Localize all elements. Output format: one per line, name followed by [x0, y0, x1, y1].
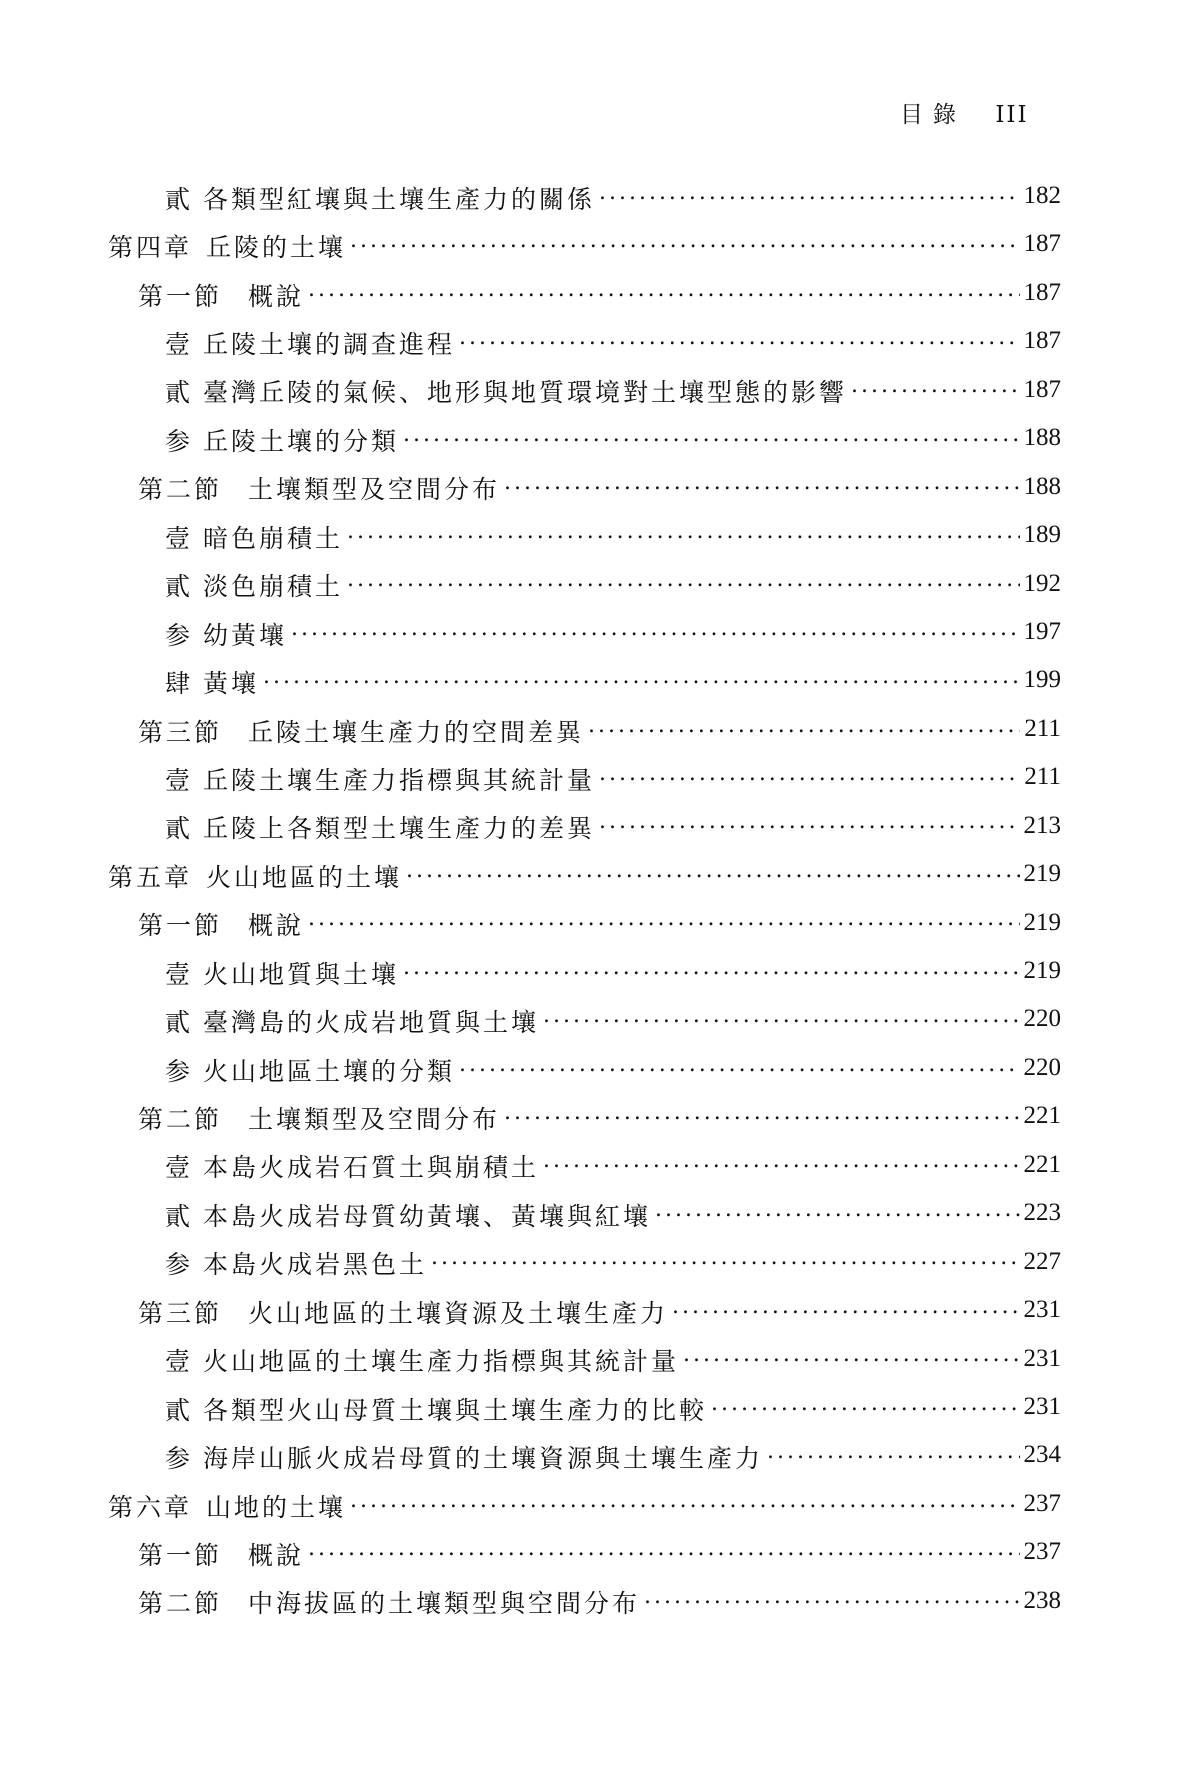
dot-leader — [403, 420, 1055, 450]
toc-entry-item — [0, 1141, 1199, 1189]
dot-leader — [711, 1389, 1055, 1419]
toc-entry-title: 火山地區的土壤 — [206, 862, 403, 892]
toc-entry-item — [0, 172, 1199, 220]
toc-entry-item — [0, 414, 1199, 462]
toc-entry-label: 第二節 — [138, 1589, 223, 1619]
toc-entry-chapter — [0, 220, 1199, 268]
dot-leader — [655, 1195, 1055, 1225]
toc-entry-title: 丘陵土壤的分類 — [203, 426, 400, 456]
toc-entry-title: 中海拔區的土壤類型與空間分布 — [248, 1589, 641, 1619]
toc-entry-page-number: 220 — [1020, 1053, 1062, 1083]
toc-entry-page-number: 237 — [1020, 1489, 1062, 1519]
toc-entry-label: 壹 — [165, 765, 194, 795]
dot-leader — [308, 275, 1055, 305]
toc-entry-page-number: 189 — [1020, 520, 1062, 550]
toc-entry-title: 淡色崩積土 — [203, 572, 344, 602]
toc-entry-label: 壹 — [165, 1347, 194, 1377]
toc-entry-title: 暗色崩積土 — [203, 523, 344, 553]
toc-entry-page-number: 182 — [1020, 181, 1062, 211]
toc-entry-page-number: 227 — [1020, 1247, 1062, 1277]
toc-entry-page-number: 211 — [1020, 762, 1061, 792]
toc-entry-item — [0, 753, 1199, 801]
toc-entry-label: 第一節 — [138, 281, 223, 311]
toc-entry-title: 丘陵土壤生產力指標與其統計量 — [203, 765, 596, 795]
toc-entry-page-number: 220 — [1020, 1004, 1062, 1034]
toc-entry-title: 本島火成岩母質幼黃壤、黃壤與紅壤 — [203, 1201, 652, 1231]
toc-entry-title: 臺灣丘陵的氣候、地形與地質環境對土壤型態的影響 — [203, 378, 848, 408]
toc-entry-page-number: 188 — [1020, 423, 1062, 453]
toc-entry-label: 貳 — [165, 572, 194, 602]
toc-entry-page-number: 188 — [1020, 472, 1062, 502]
toc-entry-label: 第六章 — [108, 1492, 193, 1522]
toc-entry-label: 第一節 — [138, 911, 223, 941]
toc-entry-chapter — [0, 1480, 1199, 1528]
toc-entry-page-number: 219 — [1020, 908, 1062, 938]
toc-entry-page-number: 211 — [1020, 714, 1061, 744]
dot-leader — [263, 662, 1055, 692]
toc-entry-item — [0, 511, 1199, 559]
toc-entry-section — [0, 705, 1199, 753]
running-header — [900, 96, 1029, 129]
toc-entry-item — [0, 1044, 1199, 1092]
toc-entry-title: 各類型火山母質土壤與土壤生產力的比較 — [203, 1395, 708, 1425]
toc-entry-label: 貳 — [165, 1395, 194, 1425]
toc-entry-title: 火山地區的土壤生產力指標與其統計量 — [203, 1347, 680, 1377]
toc-entry-leader — [0, 759, 1199, 796]
toc-entry-label: 第三節 — [138, 717, 223, 747]
toc-entry-item — [0, 947, 1199, 995]
toc-entry-title: 本島火成岩黑色土 — [203, 1250, 428, 1280]
toc-entry-title: 丘陵上各類型土壤生產力的差異 — [203, 814, 596, 844]
toc-entry-title: 概說 — [248, 1540, 305, 1570]
toc-entry-label: 第二節 — [138, 475, 223, 505]
toc-entry-title: 土壤類型及空間分布 — [248, 1105, 501, 1135]
dot-leader — [406, 856, 1055, 886]
toc-entry-title: 火山地區的土壤資源及土壤生產力 — [248, 1298, 669, 1328]
toc-entry-label: 参 — [165, 1250, 194, 1280]
running-header-title: 目錄 — [900, 102, 966, 128]
dot-leader — [504, 1098, 1055, 1128]
dot-leader — [291, 614, 1055, 644]
dot-leader — [308, 904, 1055, 934]
toc-entry-title: 丘陵土壤生產力的空間差異 — [248, 717, 585, 747]
toc-entry-item — [0, 1431, 1199, 1479]
toc-entry-label: 第一節 — [138, 1540, 223, 1570]
toc-entry-label: 貳 — [165, 814, 194, 844]
dot-leader — [644, 1582, 1055, 1612]
toc-entry-title: 火山地質與土壤 — [203, 959, 400, 989]
toc-entry-item — [0, 317, 1199, 365]
toc-entry-item — [0, 1238, 1199, 1286]
toc-entry-label: 参 — [165, 1444, 194, 1474]
toc-entry-page-number: 221 — [1020, 1101, 1062, 1131]
toc-entry-page-number: 234 — [1020, 1440, 1062, 1470]
toc-entry-page-number: 187 — [1020, 375, 1062, 405]
toc-entry-title: 黃壤 — [203, 669, 260, 699]
toc-entry-chapter — [0, 850, 1199, 898]
toc-entry-label: 貳 — [165, 1201, 194, 1231]
toc-entry-title: 火山地區土壤的分類 — [203, 1056, 456, 1086]
toc-entry-page-number: 221 — [1020, 1150, 1062, 1180]
table-of-contents — [0, 172, 1199, 1625]
dot-leader — [459, 323, 1055, 353]
toc-entry-title: 臺灣島的火成岩地質與土壤 — [203, 1008, 540, 1038]
toc-entry-label: 貳 — [165, 1008, 194, 1038]
toc-entry-page-number: 231 — [1020, 1344, 1062, 1374]
dot-leader — [431, 1243, 1055, 1273]
toc-entry-label: 壹 — [165, 1153, 194, 1183]
dot-leader — [350, 1486, 1055, 1516]
dot-leader — [308, 1534, 1055, 1564]
toc-entry-title: 概說 — [248, 911, 305, 941]
toc-entry-label: 第四章 — [108, 233, 193, 263]
toc-entry-section — [0, 899, 1199, 947]
dot-leader — [403, 953, 1055, 983]
toc-entry-label: 第五章 — [108, 862, 193, 892]
toc-entry-page-number: 187 — [1020, 229, 1062, 259]
toc-entry-item — [0, 995, 1199, 1043]
dot-leader — [683, 1340, 1055, 1370]
dot-leader — [504, 468, 1055, 498]
toc-entry-item — [0, 366, 1199, 414]
dot-leader — [599, 807, 1055, 837]
toc-entry-section — [0, 1286, 1199, 1334]
toc-entry-title: 山地的土壤 — [206, 1492, 347, 1522]
dot-leader — [767, 1437, 1055, 1467]
toc-entry-label: 肆 — [165, 669, 194, 699]
toc-entry-page-number: 219 — [1020, 956, 1062, 986]
toc-entry-section — [0, 269, 1199, 317]
toc-entry-label: 参 — [165, 1056, 194, 1086]
toc-entry-item — [0, 608, 1199, 656]
toc-entry-label: 参 — [165, 426, 194, 456]
dot-leader — [599, 178, 1055, 208]
toc-entry-page-number: 238 — [1020, 1586, 1062, 1616]
dot-leader — [350, 226, 1055, 256]
toc-entry-label: 第三節 — [138, 1298, 223, 1328]
toc-entry-title: 本島火成岩石質土與崩積土 — [203, 1153, 540, 1183]
toc-entry-label: 貳 — [165, 184, 194, 214]
toc-entry-page-number: 197 — [1020, 617, 1062, 647]
toc-entry-leader — [0, 711, 1199, 748]
dot-leader — [672, 1292, 1055, 1322]
toc-entry-title: 概說 — [248, 281, 305, 311]
dot-leader — [347, 565, 1055, 595]
dot-leader — [543, 1146, 1055, 1176]
toc-entry-page-number: 192 — [1020, 569, 1062, 599]
toc-entry-item — [0, 1189, 1199, 1237]
running-header-page-number: III — [995, 102, 1029, 128]
toc-entry-section — [0, 1577, 1199, 1625]
toc-entry-title: 各類型紅壤與土壤生產力的關係 — [203, 184, 596, 214]
toc-entry-label: 壹 — [165, 330, 194, 360]
dot-leader — [543, 1001, 1055, 1031]
toc-entry-page-number: 237 — [1020, 1537, 1062, 1567]
toc-entry-section — [0, 1528, 1199, 1576]
toc-entry-title: 丘陵的土壤 — [206, 233, 347, 263]
dot-leader — [588, 711, 1055, 741]
dot-leader — [599, 759, 1055, 789]
toc-entry-page-number: 219 — [1020, 859, 1062, 889]
toc-entry-page-number: 213 — [1020, 811, 1062, 841]
toc-entry-title: 丘陵土壤的調查進程 — [203, 330, 456, 360]
toc-entry-label: 壹 — [165, 523, 194, 553]
toc-entry-page-number: 223 — [1020, 1198, 1062, 1228]
dot-leader — [347, 517, 1055, 547]
toc-entry-page-number: 187 — [1020, 278, 1062, 308]
toc-entry-title: 海岸山脈火成岩母質的土壤資源與土壤生產力 — [203, 1444, 764, 1474]
toc-entry-label: 壹 — [165, 959, 194, 989]
toc-entry-page-number: 231 — [1020, 1392, 1062, 1422]
toc-entry-label: 参 — [165, 620, 194, 650]
toc-entry-item — [0, 1335, 1199, 1383]
toc-entry-item — [0, 656, 1199, 704]
toc-entry-page-number: 187 — [1020, 326, 1062, 356]
dot-leader — [459, 1050, 1055, 1080]
toc-entry-item — [0, 802, 1199, 850]
toc-entry-label: 貳 — [165, 378, 194, 408]
toc-entry-section — [0, 1092, 1199, 1140]
toc-entry-item — [0, 560, 1199, 608]
toc-entry-item — [0, 1383, 1199, 1431]
toc-entry-title: 土壤類型及空間分布 — [248, 475, 501, 505]
toc-entry-page-number: 231 — [1020, 1295, 1062, 1325]
toc-entry-label: 第二節 — [138, 1105, 223, 1135]
toc-entry-section — [0, 463, 1199, 511]
toc-entry-page-number: 199 — [1020, 665, 1062, 695]
toc-entry-title: 幼黃壤 — [203, 620, 288, 650]
